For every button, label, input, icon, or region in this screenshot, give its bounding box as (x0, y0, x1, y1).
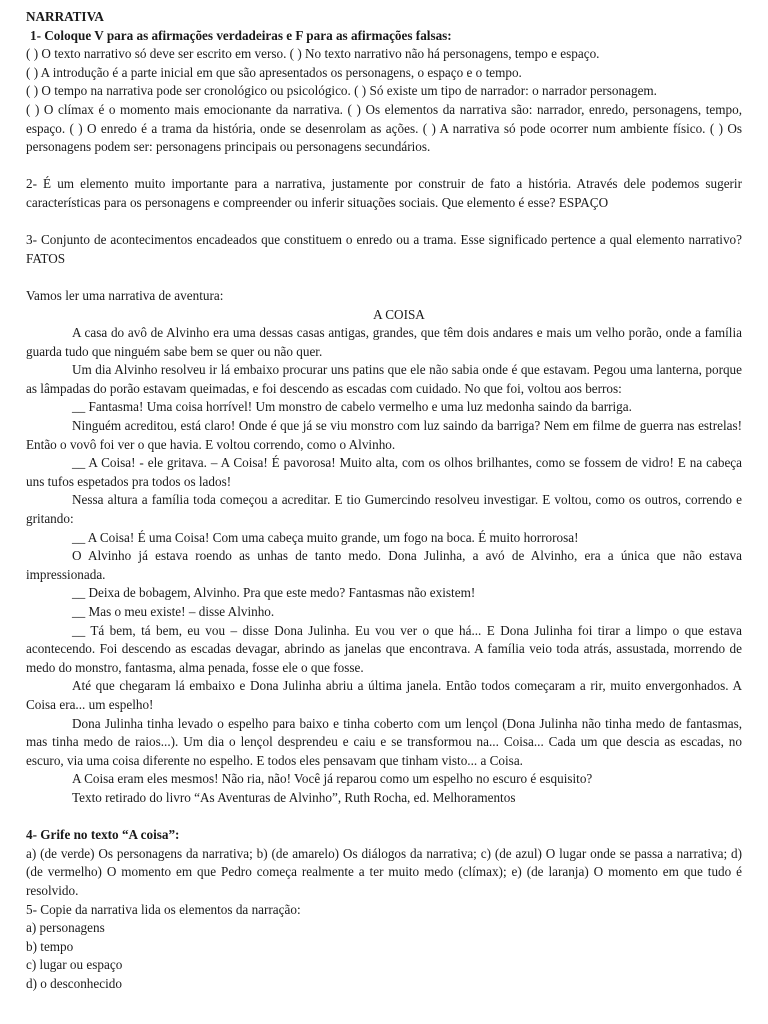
story-paragraph: Nessa altura a família toda começou a acreditar. E tio Gumercindo resolveu investigar. E voltou, como os outros, correndo e gritando: (26, 492, 742, 527)
page-title: NARRATIVA (26, 9, 104, 24)
story-paragraph: __ Tá bem, tá bem, eu vou – disse Dona Julinha. Eu vou ver o que há... E Dona Julinha foi tirar a limpo o que estava acontecendo. Foi descendo as escadas devagar, abrindo as janelas que encontrava. A família veio toda atrás, assustada, morrendo de medo do monstro, fantasma, alma penada, fosse ele o que fosse. (26, 622, 742, 675)
story-paragraph: __ Mas o meu existe! – disse Alvinho. (72, 604, 275, 619)
story-paragraph: O Alvinho já estava roendo as unhas de tanto medo. Dona Julinha, a avó de Alvinho, era a única que não estava impressionada. (26, 548, 742, 582)
question-1-line: ( ) O clímax é o momento mais emocionante da narrativa. ( ) Os elementos da narrativa são: narrador, enredo, personagens, tempo, espaço. ( ) O enredo é a trama da história, onde se desenrolam as ações. ( ) A narrativa só pode ocorrer num ambiente físico. ( ) Os personagens podem ser: personagens principais ou personagens secundários. (26, 101, 742, 155)
question-5-heading: 5- Copie da narrativa lida os elementos da narração: (26, 901, 301, 917)
story-paragraph: Dona Julinha tinha levado o espelho para baixo e tinha coberto com um lençol (Dona Julinha não tinha medo de fantasmas, mas tinha medo de raios...). Um dia o lençol desprendeu e caiu e se transformou na... Coisa... Cada um que descia as escadas, no escuro, via uma coisa diferente no espelho. E todos eles pensavam que tinham visto... a Coisa. (26, 715, 742, 768)
question-4-heading: 4- Grife no texto “A coisa”: (26, 827, 180, 843)
spacer (26, 157, 742, 176)
story-paragraph: __ Deixa de bobagem, Alvinho. Pra que este medo? Fantasmas não existem! (72, 585, 476, 601)
question-5-item: b) tempo (26, 938, 74, 954)
question-1-line: ( ) O tempo na narrativa pode ser cronológico ou psicológico. ( ) Só existe um tipo de narrador: o narrador personagem. (26, 83, 657, 99)
question-1-line: ( ) O texto narrativo só deve ser escrito em verso. ( ) No texto narrativo não há personagens, tempo e espaço. (26, 46, 600, 62)
story-paragraph: A Coisa eram eles mesmos! Não ria, não! Você já reparou como um espelho no escuro é esquisito? (72, 771, 593, 787)
story-paragraph: Até que chegaram lá embaixo e Dona Julinha abriu a última janela. Então todos começaram a rir, muito envergonhados. A Coisa era... um espelho! (26, 678, 742, 712)
question-1-heading: 1- Coloque V para as afirmações verdadeiras e F para as afirmações falsas: (30, 27, 452, 43)
spacer (26, 213, 742, 232)
story-title: A COISA (373, 306, 425, 322)
story-paragraph: A casa do avô de Alvinho era uma dessas casas antigas, grandes, que têm dois andares e mais um velho porão, onde a família guarda tudo que ninguém sabe bem se quer ou não quer. (26, 325, 742, 359)
story-paragraph: Ninguém acreditou, está claro! Onde é que já se viu monstro com luz saindo da barriga? Nem em filme de guerra nas estrelas! Então o vovô foi ver o que havia. E voltou correndo, como o Alvinho. (26, 418, 742, 452)
question-2: 2- É um elemento muito importante para a narrativa, justamente por construir de fato a história. Através dele podemos sugerir características para os personagens e compreender ou inferir situações sociais. Que elemento é esse? ESPAÇO (26, 176, 742, 210)
story-intro: Vamos ler uma narrativa de aventura: (26, 287, 224, 303)
story-paragraph: __ A Coisa! É uma Coisa! Com uma cabeça muito grande, um fogo na boca. É muito horrorosa! (72, 529, 579, 545)
question-4-text: a) (de verde) Os personagens da narrativa; b) (de amarelo) Os diálogos da narrativa; c) (de azul) O lugar onde se passa a narrativa; d) (de vermelho) O momento em que Pedro começa realmente a ter muito medo (clímax); e) (de laranja) O momento em que tudo é resolvido. (26, 845, 742, 898)
story-source: Texto retirado do livro “As Aventuras de Alvinho”, Ruth Rocha, ed. Melhoramentos (72, 789, 516, 805)
question-1-line: ( ) A introdução é a parte inicial em que são apresentados os personagens, o espaço e o tempo. (26, 64, 522, 80)
story-paragraph: __ Fantasma! Uma coisa horrível! Um monstro de cabelo vermelho e uma luz medonha saindo da barriga. (72, 399, 632, 415)
question-5-item: c) lugar ou espaço (26, 957, 123, 973)
story-paragraph: Um dia Alvinho resolveu ir lá embaixo procurar uns patins que ele não sabia onde é que estavam. Pegou uma lanterna, porque as lâmpadas do porão estavam queimadas, e foi descendo as escadas com cuidado. No que foi, voltou aos berros: (26, 362, 742, 396)
spacer (26, 268, 742, 287)
question-5-item: a) personagens (26, 920, 105, 936)
story-paragraph: __ A Coisa! - ele gritava. – A Coisa! É pavorosa! Muito alta, com os olhos brilhantes, como se fossem de vidro! E na cabeça uns tufos espetados pra todos os lados! (26, 455, 742, 489)
spacer (26, 808, 742, 827)
question-3: 3- Conjunto de acontecimentos encadeados que constituem o enredo ou a trama. Esse significado pertence a qual elemento narrativo? FATOS (26, 232, 742, 266)
question-5-item: d) o desconhecido (26, 975, 122, 991)
